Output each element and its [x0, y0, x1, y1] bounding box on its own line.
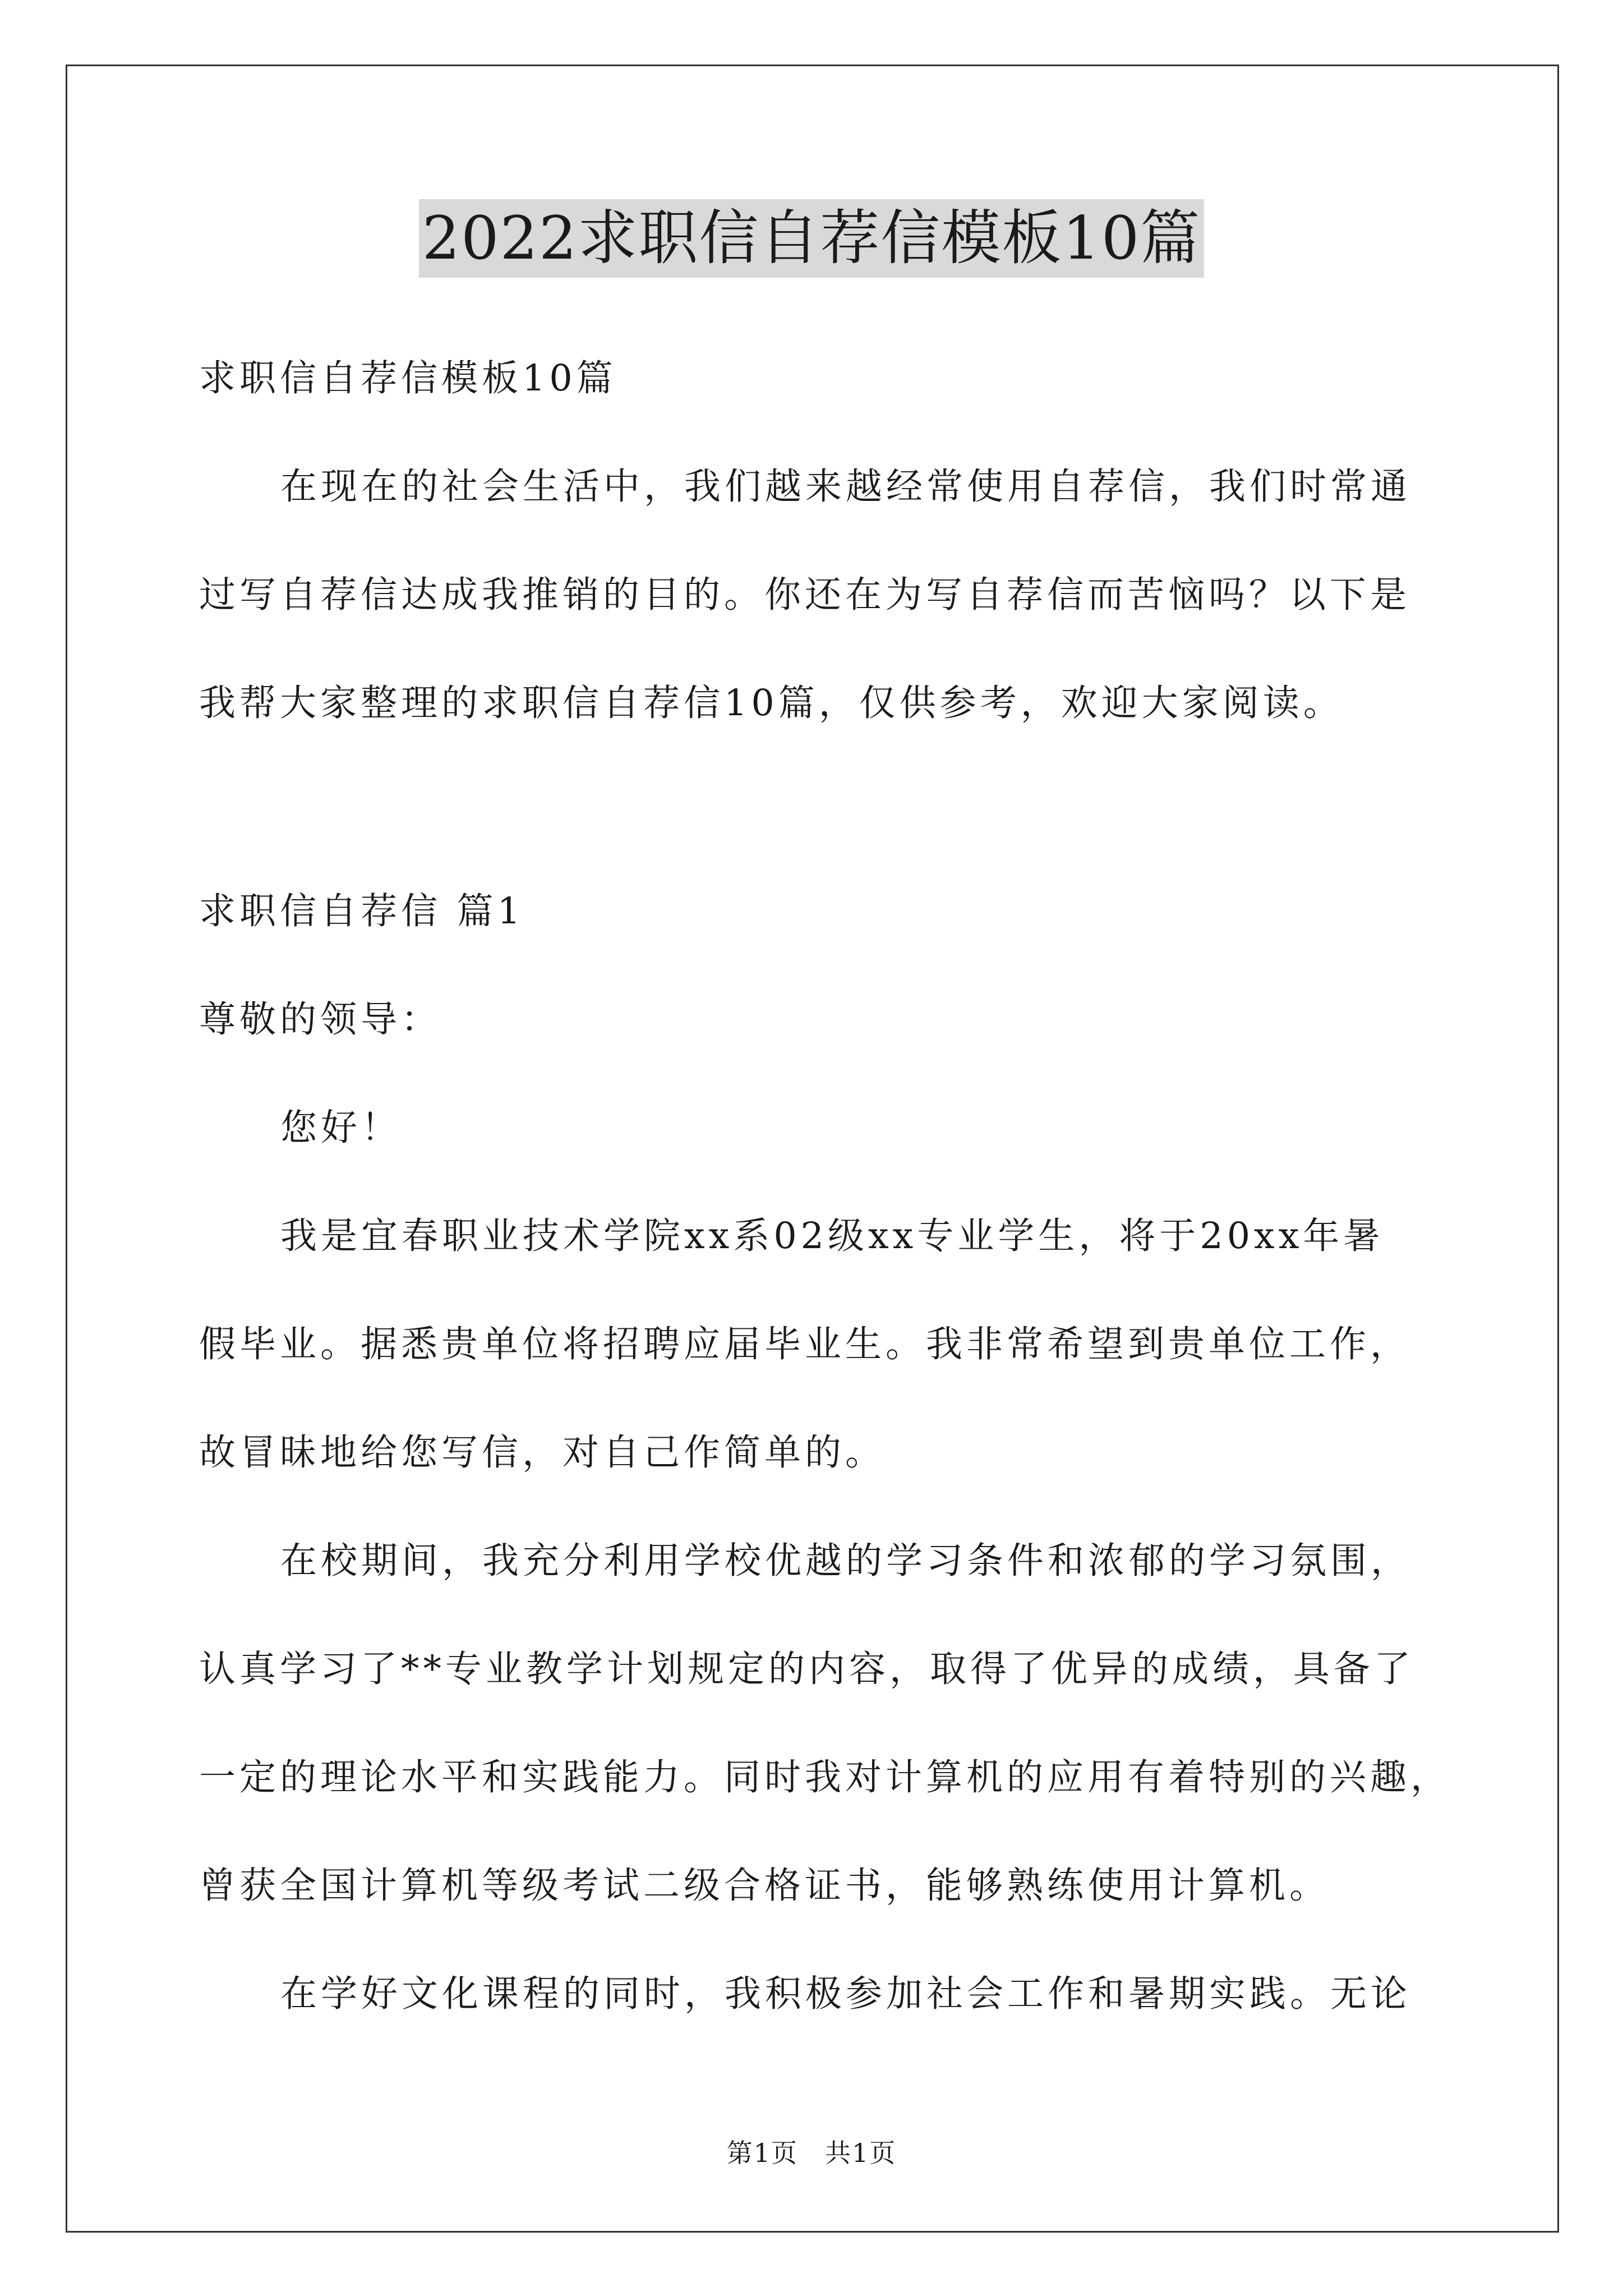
- paragraph1-line-2: 假毕业。据悉贵单位将招聘应届毕业生。我非常希望到贵单位工作，: [199, 1323, 1411, 1365]
- document-title: 2022求职信自荐信模板10篇: [419, 199, 1205, 278]
- greeting: 您好！: [280, 1107, 402, 1149]
- section-heading: 求职信自荐信 篇1: [199, 890, 525, 932]
- intro-line-1: 在现在的社会生活中，我们越来越经常使用自荐信，我们时常通: [280, 466, 1412, 508]
- intro-line-3: 我帮大家整理的求职信自荐信10篇，仅供参考，欢迎大家阅读。: [199, 682, 1344, 724]
- paragraph2-line-4: 曾获全国计算机等级考试二级合格证书，能够熟练使用计算机。: [199, 1865, 1330, 1907]
- paragraph1-line-3: 故冒昧地给您写信，对自己作简单的。: [199, 1432, 886, 1474]
- page-number: 第1页 共1页: [726, 2138, 897, 2168]
- paragraph1-line-1: 我是宜春职业技术学院xx系02级xx专业学生，将于20xx年暑: [280, 1215, 1384, 1257]
- intro-line-2: 过写自荐信达成我推销的目的。你还在为写自荐信而苦恼吗？以下是: [199, 574, 1411, 616]
- paragraph2-line-1: 在校期间，我充分利用学校优越的学习条件和浓郁的学习氛围，: [280, 1540, 1412, 1582]
- paragraph2-line-3: 一定的理论水平和实践能力。同时我对计算机的应用有着特别的兴趣，: [199, 1756, 1451, 1798]
- title-container: [0, 199, 1623, 278]
- paragraph2-line-2: 认真学习了**专业教学计划规定的内容，取得了优异的成绩，具备了: [199, 1648, 1415, 1690]
- salutation: 尊敬的领导：: [199, 999, 442, 1041]
- paragraph3-line-1: 在学好文化课程的同时，我积极参加社会工作和暑期实践。无论: [280, 1973, 1412, 2015]
- document-subtitle: 求职信自荐信模板10篇: [199, 357, 617, 399]
